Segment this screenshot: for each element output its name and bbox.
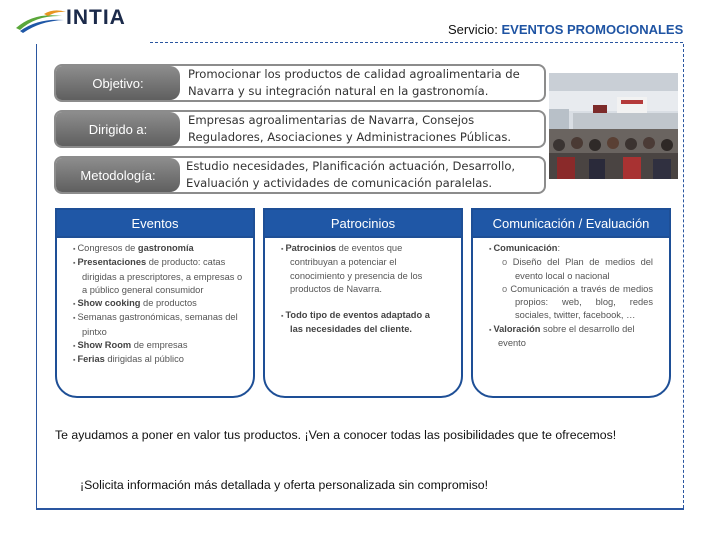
list-item [73, 256, 245, 297]
tagline: Te ayudamos a poner en valor tus productos. ¡Ven a conocer todas las posibilidades que te ofrecemos! [55, 428, 617, 442]
item-bold: Show Room [77, 340, 132, 351]
box-title: Comunicación / Evaluación [471, 208, 671, 238]
right-border [683, 44, 684, 508]
row-label: Metodología: [56, 158, 180, 192]
sub-item: o Diseño del Plan de medios del evento local o nacional [489, 256, 653, 283]
box-eventos [55, 208, 255, 398]
service-prefix: Servicio: [448, 22, 498, 37]
item-text: Semanas gastronómicas, semanas del pintxo [77, 312, 238, 337]
box-patrocinios [263, 208, 463, 398]
list-item [73, 353, 245, 367]
comunicacion-list [489, 242, 653, 350]
patrocinios-list [281, 242, 441, 337]
row-text: Estudio necesidades, Planificación actuación, Desarrollo, Evaluación y actividades de comunicación paralelas. [186, 159, 516, 190]
item-bold: Comunicación [493, 243, 558, 253]
list-item [73, 297, 245, 311]
row-label: Dirigido a: [56, 112, 180, 146]
item-bold: gastronomía [137, 243, 194, 253]
list-item [489, 323, 653, 351]
item-bold: Valoración [493, 323, 541, 334]
item-bold: Patrocinios [285, 243, 337, 253]
service-title [448, 22, 683, 37]
item-text: de empresas [131, 340, 188, 351]
row-text: Promocionar los productos de calidad agroalimentaria de Navarra y su integración natural en la gastronomía. [188, 67, 520, 98]
item-text: sobre el desarrollo del evento [498, 323, 635, 349]
list-item [73, 339, 245, 353]
list-item [73, 242, 245, 256]
item-bold: Presentaciones [77, 257, 147, 268]
box-title: Eventos [55, 208, 255, 238]
list-item [281, 242, 441, 296]
list-item [73, 311, 245, 339]
row-label: Objetivo: [56, 66, 180, 100]
row-metodologia [54, 156, 546, 194]
logo-text: INTIA [66, 6, 126, 29]
item-text: de eventos que contribuyan a potenciar el conocimiento y presencia de los productos de Navarra. [290, 243, 423, 294]
row-text: Empresas agroalimentarias de Navarra, Consejos Reguladores, Asociaciones y Administraciones Públicas. [188, 113, 512, 144]
service-name: EVENTOS PROMOCIONALES [501, 22, 684, 37]
item-bold: Show cooking [77, 298, 141, 309]
item-text: de productos [140, 298, 197, 309]
row-dirigido [54, 110, 546, 148]
item-bold: Todo tipo de eventos adaptado a las necesidades del cliente. [285, 310, 430, 335]
bottom-border [36, 508, 684, 510]
box-comunicacion [471, 208, 671, 398]
list-item [281, 309, 441, 337]
event-photo [549, 73, 678, 179]
eventos-list [73, 242, 245, 368]
list-item [489, 242, 653, 256]
box-title: Patrocinios [263, 208, 463, 238]
sub-item: o Comunicación a través de medios propios: web, blog, redes sociales, twitter, facebook, … [489, 283, 653, 323]
call-to-action: ¡Solicita información más detallada y oferta personalizada sin compromiso! [80, 478, 489, 492]
left-border [36, 44, 37, 508]
row-objetivo [54, 64, 546, 102]
item-text: dirigidas al público [104, 354, 184, 365]
item-bold: Ferias [77, 354, 105, 365]
item-text: Congresos de [77, 243, 138, 253]
header-divider [150, 42, 683, 43]
item-text: : [557, 243, 561, 253]
logo-swoosh-icon [14, 6, 74, 36]
item-text: de producto: catas dirigidas a prescriptores, a empresas o a público general consumidor [82, 257, 243, 295]
